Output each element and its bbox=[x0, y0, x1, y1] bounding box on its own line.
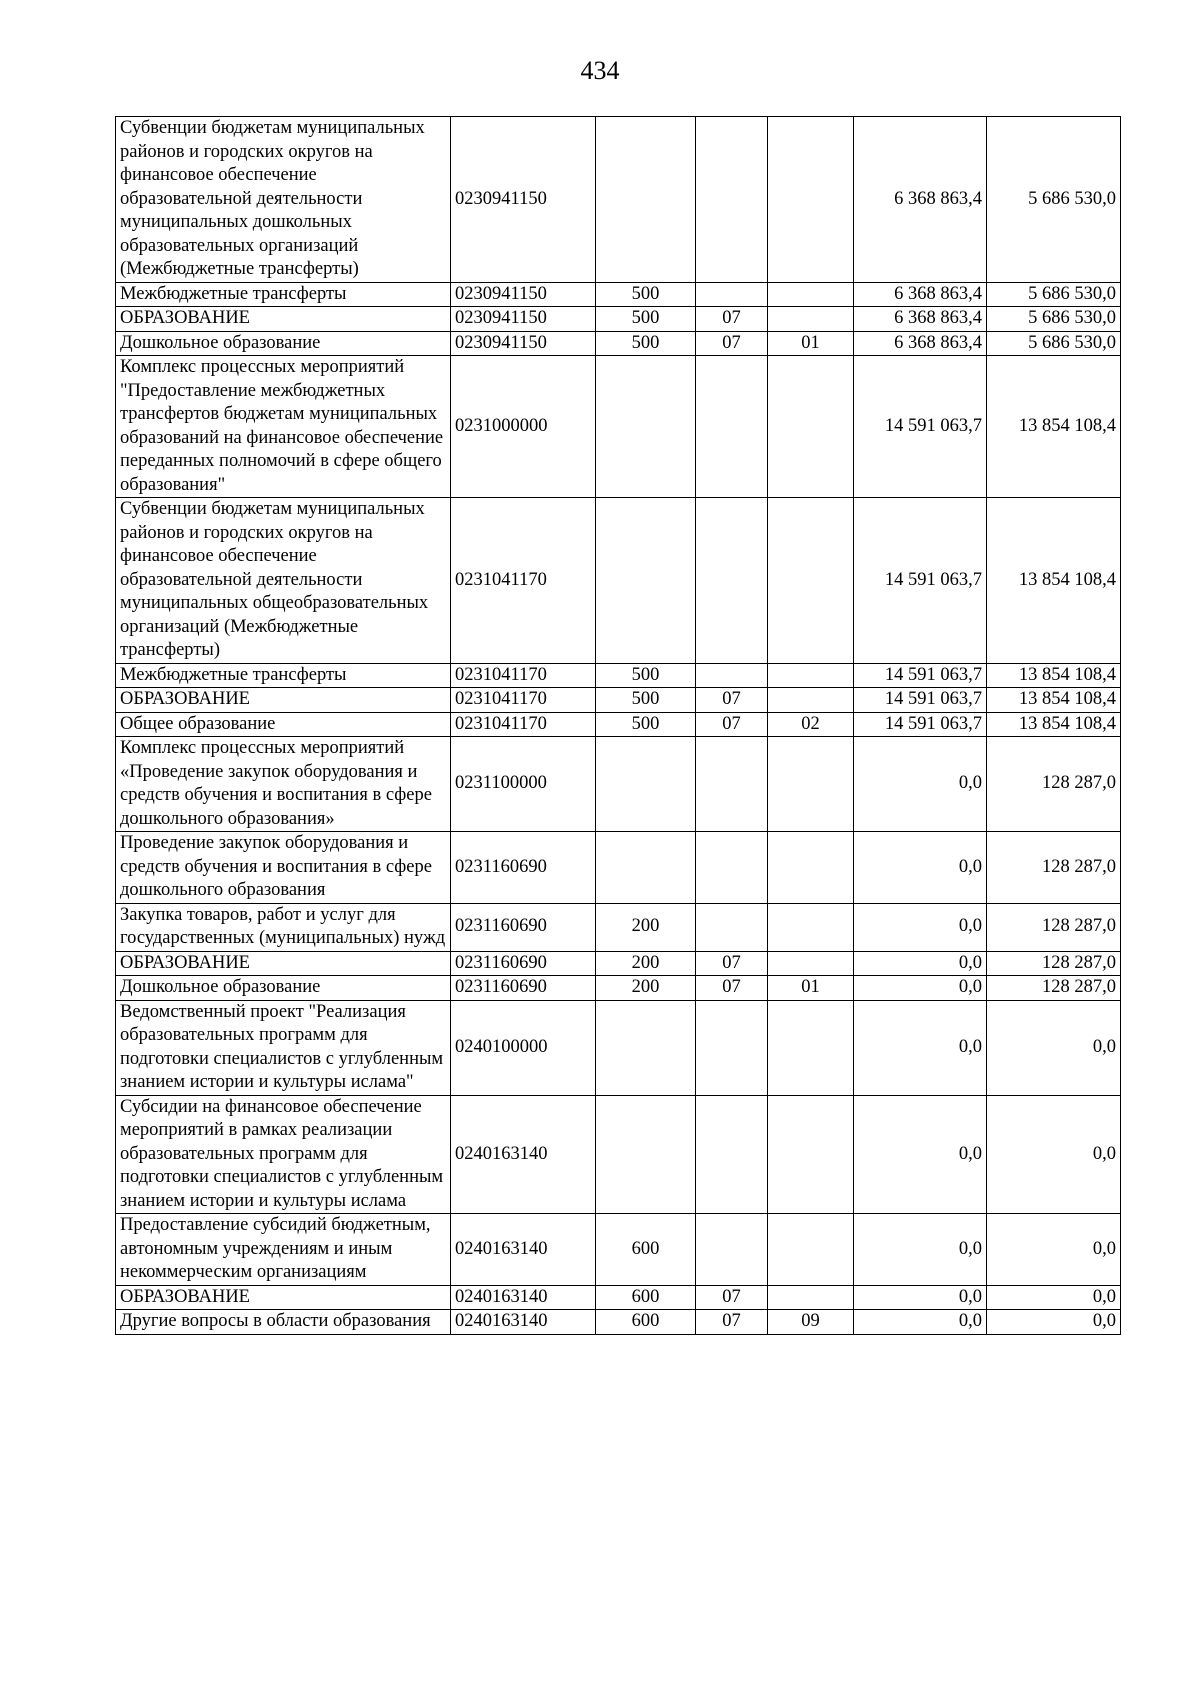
section-code bbox=[696, 1214, 768, 1286]
target-article-code: 0231100000 bbox=[451, 737, 596, 832]
target-article-code: 0240163140 bbox=[451, 1285, 596, 1310]
row-name: Проведение закупок оборудования и средств обучения и воспитания в сфере дошкольного образования bbox=[116, 832, 451, 904]
expense-type-code bbox=[596, 117, 696, 283]
expense-type-code: 500 bbox=[596, 307, 696, 332]
expense-type-code: 500 bbox=[596, 712, 696, 737]
expense-type-code: 200 bbox=[596, 976, 696, 1001]
subsection-code bbox=[768, 832, 854, 904]
amount-year-2: 13 854 108,4 bbox=[987, 663, 1121, 688]
subsection-code bbox=[768, 282, 854, 307]
table-row bbox=[116, 832, 1121, 904]
page-number: 434 bbox=[580, 56, 620, 85]
expense-type-code: 500 bbox=[596, 331, 696, 356]
section-code bbox=[696, 737, 768, 832]
expense-type-code: 200 bbox=[596, 951, 696, 976]
row-name: Субсидии на финансовое обеспечение мероприятий в рамках реализации образовательных программ для подготовки специалистов с углубленным знанием истории и культуры ислама bbox=[116, 1095, 451, 1214]
target-article-code: 0231041170 bbox=[451, 688, 596, 713]
target-article-code: 0231041170 bbox=[451, 712, 596, 737]
table-row bbox=[116, 331, 1121, 356]
target-article-code: 0231160690 bbox=[451, 832, 596, 904]
amount-year-1: 0,0 bbox=[854, 1000, 987, 1095]
row-name: Ведомственный проект "Реализация образовательных программ для подготовки специалистов с углубленным знанием истории и культуры ислама" bbox=[116, 1000, 451, 1095]
expense-type-code: 500 bbox=[596, 282, 696, 307]
section-code bbox=[696, 903, 768, 951]
expense-type-code bbox=[596, 832, 696, 904]
target-article-code: 0230941150 bbox=[451, 331, 596, 356]
amount-year-1: 0,0 bbox=[854, 737, 987, 832]
expense-type-code: 200 bbox=[596, 903, 696, 951]
subsection-code: 01 bbox=[768, 331, 854, 356]
subsection-code bbox=[768, 903, 854, 951]
amount-year-1: 6 368 863,4 bbox=[854, 331, 987, 356]
row-name: Дошкольное образование bbox=[116, 331, 451, 356]
table-row bbox=[116, 307, 1121, 332]
amount-year-2: 0,0 bbox=[987, 1285, 1121, 1310]
table-row bbox=[116, 1095, 1121, 1214]
subsection-code bbox=[768, 951, 854, 976]
subsection-code bbox=[768, 688, 854, 713]
table-row bbox=[116, 117, 1121, 283]
subsection-code bbox=[768, 307, 854, 332]
table-row bbox=[116, 688, 1121, 713]
amount-year-1: 6 368 863,4 bbox=[854, 307, 987, 332]
row-name: ОБРАЗОВАНИЕ bbox=[116, 688, 451, 713]
row-name: ОБРАЗОВАНИЕ bbox=[116, 951, 451, 976]
amount-year-1: 0,0 bbox=[854, 903, 987, 951]
row-name: Дошкольное образование bbox=[116, 976, 451, 1001]
amount-year-2: 0,0 bbox=[987, 1000, 1121, 1095]
amount-year-2: 0,0 bbox=[987, 1310, 1121, 1335]
table-row bbox=[116, 356, 1121, 498]
amount-year-2: 5 686 530,0 bbox=[987, 117, 1121, 283]
budget-table bbox=[115, 116, 1121, 1335]
table-row bbox=[116, 737, 1121, 832]
subsection-code bbox=[768, 498, 854, 664]
target-article-code: 0240163140 bbox=[451, 1095, 596, 1214]
amount-year-1: 0,0 bbox=[854, 951, 987, 976]
amount-year-2: 13 854 108,4 bbox=[987, 356, 1121, 498]
expense-type-code bbox=[596, 1095, 696, 1214]
amount-year-2: 13 854 108,4 bbox=[987, 712, 1121, 737]
amount-year-1: 14 591 063,7 bbox=[854, 356, 987, 498]
subsection-code bbox=[768, 1095, 854, 1214]
subsection-code bbox=[768, 1000, 854, 1095]
row-name: ОБРАЗОВАНИЕ bbox=[116, 1285, 451, 1310]
amount-year-2: 128 287,0 bbox=[987, 737, 1121, 832]
expense-type-code: 600 bbox=[596, 1214, 696, 1286]
row-name: Межбюджетные трансферты bbox=[116, 282, 451, 307]
target-article-code: 0230941150 bbox=[451, 307, 596, 332]
target-article-code: 0231041170 bbox=[451, 663, 596, 688]
amount-year-1: 0,0 bbox=[854, 1285, 987, 1310]
expense-type-code: 600 bbox=[596, 1310, 696, 1335]
target-article-code: 0231160690 bbox=[451, 903, 596, 951]
amount-year-1: 0,0 bbox=[854, 976, 987, 1001]
row-name: Комплекс процессных мероприятий «Проведение закупок оборудования и средств обучения и воспитания в сфере дошкольного образования» bbox=[116, 737, 451, 832]
amount-year-1: 0,0 bbox=[854, 1214, 987, 1286]
row-name: Субвенции бюджетам муниципальных районов и городских округов на финансовое обеспечение образовательной деятельности муниципальных дошкольных образовательных организаций (Межбюджетные трансферты) bbox=[116, 117, 451, 283]
section-code: 07 bbox=[696, 307, 768, 332]
subsection-code bbox=[768, 663, 854, 688]
section-code: 07 bbox=[696, 688, 768, 713]
expense-type-code: 500 bbox=[596, 688, 696, 713]
amount-year-2: 128 287,0 bbox=[987, 951, 1121, 976]
row-name: Межбюджетные трансферты bbox=[116, 663, 451, 688]
table-row bbox=[116, 951, 1121, 976]
subsection-code: 02 bbox=[768, 712, 854, 737]
row-name: Комплекс процессных мероприятий "Предоставление межбюджетных трансфертов бюджетам муниципальных образований на финансовое обеспечение переданных полномочий в сфере общего образования" bbox=[116, 356, 451, 498]
expense-type-code bbox=[596, 737, 696, 832]
subsection-code bbox=[768, 117, 854, 283]
section-code: 07 bbox=[696, 331, 768, 356]
amount-year-2: 128 287,0 bbox=[987, 976, 1121, 1001]
section-code bbox=[696, 117, 768, 283]
table-row bbox=[116, 976, 1121, 1001]
amount-year-1: 14 591 063,7 bbox=[854, 498, 987, 664]
row-name: Предоставление субсидий бюджетным, автономным учреждениям и иным некоммерческим организациям bbox=[116, 1214, 451, 1286]
amount-year-2: 5 686 530,0 bbox=[987, 282, 1121, 307]
amount-year-1: 14 591 063,7 bbox=[854, 663, 987, 688]
table-row bbox=[116, 1000, 1121, 1095]
subsection-code bbox=[768, 737, 854, 832]
target-article-code: 0231160690 bbox=[451, 976, 596, 1001]
amount-year-2: 128 287,0 bbox=[987, 832, 1121, 904]
subsection-code bbox=[768, 1285, 854, 1310]
subsection-code: 01 bbox=[768, 976, 854, 1001]
section-code: 07 bbox=[696, 1285, 768, 1310]
section-code bbox=[696, 1000, 768, 1095]
expense-type-code: 600 bbox=[596, 1285, 696, 1310]
table-row bbox=[116, 282, 1121, 307]
subsection-code bbox=[768, 356, 854, 498]
amount-year-2: 5 686 530,0 bbox=[987, 331, 1121, 356]
section-code bbox=[696, 663, 768, 688]
amount-year-2: 13 854 108,4 bbox=[987, 498, 1121, 664]
amount-year-2: 13 854 108,4 bbox=[987, 688, 1121, 713]
section-code bbox=[696, 356, 768, 498]
section-code: 07 bbox=[696, 976, 768, 1001]
table-row bbox=[116, 1310, 1121, 1335]
subsection-code bbox=[768, 1214, 854, 1286]
section-code: 07 bbox=[696, 951, 768, 976]
amount-year-2: 0,0 bbox=[987, 1214, 1121, 1286]
subsection-code: 09 bbox=[768, 1310, 854, 1335]
target-article-code: 0231160690 bbox=[451, 951, 596, 976]
expense-type-code: 500 bbox=[596, 663, 696, 688]
table-row bbox=[116, 712, 1121, 737]
section-code bbox=[696, 498, 768, 664]
row-name: ОБРАЗОВАНИЕ bbox=[116, 307, 451, 332]
amount-year-1: 0,0 bbox=[854, 1310, 987, 1335]
amount-year-1: 6 368 863,4 bbox=[854, 282, 987, 307]
amount-year-1: 14 591 063,7 bbox=[854, 688, 987, 713]
amount-year-2: 128 287,0 bbox=[987, 903, 1121, 951]
amount-year-2: 0,0 bbox=[987, 1095, 1121, 1214]
amount-year-1: 0,0 bbox=[854, 832, 987, 904]
section-code bbox=[696, 832, 768, 904]
target-article-code: 0230941150 bbox=[451, 117, 596, 283]
section-code: 07 bbox=[696, 712, 768, 737]
section-code: 07 bbox=[696, 1310, 768, 1335]
target-article-code: 0231041170 bbox=[451, 498, 596, 664]
section-code bbox=[696, 1095, 768, 1214]
row-name: Закупка товаров, работ и услуг для государственных (муниципальных) нужд bbox=[116, 903, 451, 951]
amount-year-1: 6 368 863,4 bbox=[854, 117, 987, 283]
row-name: Другие вопросы в области образования bbox=[116, 1310, 451, 1335]
amount-year-1: 14 591 063,7 bbox=[854, 712, 987, 737]
amount-year-2: 5 686 530,0 bbox=[987, 307, 1121, 332]
row-name: Общее образование bbox=[116, 712, 451, 737]
amount-year-1: 0,0 bbox=[854, 1095, 987, 1214]
target-article-code: 0240100000 bbox=[451, 1000, 596, 1095]
row-name: Субвенции бюджетам муниципальных районов и городских округов на финансовое обеспечение образовательной деятельности муниципальных общеобразовательных организаций (Межбюджетные трансферты) bbox=[116, 498, 451, 664]
target-article-code: 0230941150 bbox=[451, 282, 596, 307]
table-row bbox=[116, 498, 1121, 664]
table-row bbox=[116, 663, 1121, 688]
target-article-code: 0240163140 bbox=[451, 1310, 596, 1335]
table-row bbox=[116, 1214, 1121, 1286]
table-body bbox=[116, 117, 1121, 1335]
expense-type-code bbox=[596, 356, 696, 498]
table-row bbox=[116, 1285, 1121, 1310]
target-article-code: 0231000000 bbox=[451, 356, 596, 498]
target-article-code: 0240163140 bbox=[451, 1214, 596, 1286]
expense-type-code bbox=[596, 1000, 696, 1095]
table-row bbox=[116, 903, 1121, 951]
expense-type-code bbox=[596, 498, 696, 664]
section-code bbox=[696, 282, 768, 307]
